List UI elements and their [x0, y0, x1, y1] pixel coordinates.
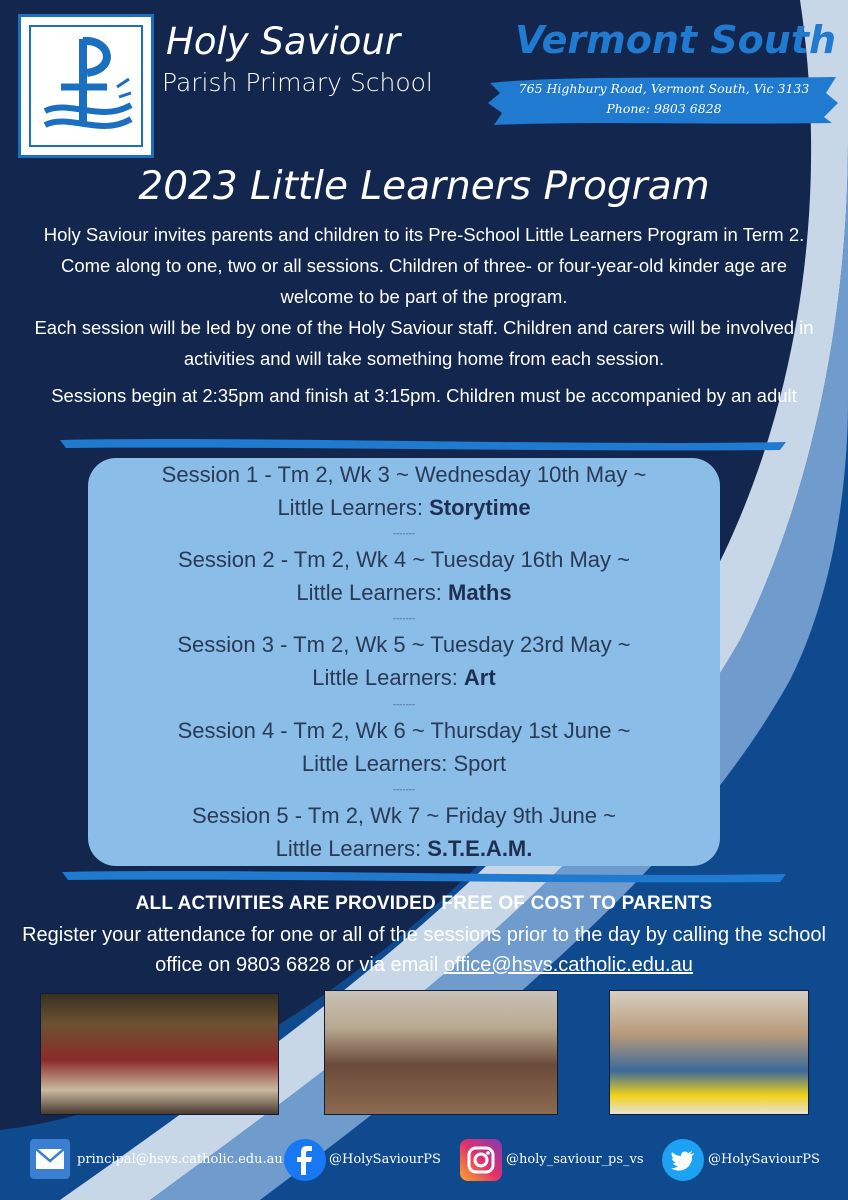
session-2 — [88, 543, 720, 609]
instagram-handle[interactable]: @holy_saviour_ps_vs — [506, 1152, 644, 1167]
twitter-handle[interactable]: @HolySaviourPS — [708, 1152, 820, 1167]
page-title: 2023 Little Learners Program — [138, 164, 710, 209]
session-4-prefix: Little Learners: Sport — [301, 751, 507, 776]
brush-divider-bottom — [62, 866, 786, 886]
facebook-handle[interactable]: @HolySaviourPS — [329, 1152, 441, 1167]
intro-paragraph-1: Holy Saviour invites parents and children to its Pre-School Little Learners Program in Term 2. Come along to one, two or all sessions. Children of three- or four-year-old kinder age are welcome to be part of the program. — [43, 224, 805, 307]
session-3-topic: Art — [463, 665, 496, 690]
brush-divider-top — [60, 434, 786, 454]
session-3-topic-line — [88, 661, 720, 694]
session-2-topic-line — [88, 576, 720, 609]
session-4-topic-line — [88, 747, 720, 780]
session-1 — [88, 458, 720, 524]
session-3 — [88, 628, 720, 694]
school-phone: Phone: 9803 6828 — [606, 101, 722, 116]
session-5-prefix: Little Learners: — [275, 836, 428, 861]
register-instructions — [18, 920, 830, 980]
session-divider: ------- — [392, 614, 416, 624]
school-name: Holy Saviour — [166, 20, 401, 63]
photo-parachute-game — [324, 990, 558, 1115]
principal-email[interactable]: principal@hsvs.catholic.edu.au — [77, 1152, 283, 1167]
session-1-prefix: Little Learners: — [277, 495, 430, 520]
session-5-topic-line — [88, 832, 720, 865]
school-address: 765 Highbury Road, Vermont South, Vic 3133 — [518, 81, 810, 96]
session-2-date: Session 2 - Tm 2, Wk 4 ~ Tuesday 16th May ~ — [177, 547, 631, 572]
session-5 — [88, 799, 720, 865]
school-subtitle: Parish Primary School — [162, 68, 433, 97]
chi-rho-logo-icon — [31, 27, 143, 147]
free-cost-notice: ALL ACTIVITIES ARE PROVIDED FREE OF COST TO PARENTS — [135, 893, 713, 914]
session-divider: ------- — [392, 529, 416, 539]
twitter-bird-icon[interactable] — [662, 1139, 704, 1181]
session-4 — [88, 714, 720, 780]
session-divider: ------- — [392, 785, 416, 795]
session-2-topic: Maths — [448, 580, 512, 605]
register-text: Register your attendance for one or all of the sessions prior to the day by calling the school office on 9803 6828 or via email — [22, 924, 826, 976]
session-1-date: Session 1 - Tm 2, Wk 3 ~ Wednesday 10th May ~ — [161, 462, 647, 487]
session-1-topic: Storytime — [429, 495, 531, 520]
session-5-topic: S.T.E.A.M. — [427, 836, 533, 861]
photo-costumed-students — [40, 993, 279, 1115]
session-divider: ------- — [392, 700, 416, 710]
session-1-topic-line — [88, 491, 720, 524]
session-5-date: Session 5 - Tm 2, Wk 7 ~ Friday 9th June ~ — [192, 803, 616, 828]
session-2-prefix: Little Learners: — [296, 580, 449, 605]
campus-name: Vermont South — [515, 18, 837, 62]
intro-paragraph-3: Sessions begin at 2:35pm and finish at 3:15pm. Children must be accompanied by an adult — [51, 385, 797, 406]
session-3-prefix: Little Learners: — [312, 665, 464, 690]
school-logo — [18, 14, 154, 158]
session-4-date: Session 4 - Tm 2, Wk 6 ~ Thursday 1st June ~ — [177, 718, 631, 743]
photo-children-with-robot — [609, 990, 809, 1115]
session-3-date: Session 3 - Tm 2, Wk 5 ~ Tuesday 23rd May ~ — [177, 632, 631, 657]
facebook-icon[interactable] — [284, 1139, 326, 1181]
office-email-link[interactable]: office@hsvs.catholic.edu.au — [443, 954, 693, 976]
instagram-icon[interactable] — [460, 1139, 502, 1181]
envelope-icon[interactable] — [30, 1139, 70, 1179]
intro-paragraph-2: Each session will be led by one of the Holy Saviour staff. Children and carers will be involved in activities and will take something home from each session. — [34, 317, 814, 369]
